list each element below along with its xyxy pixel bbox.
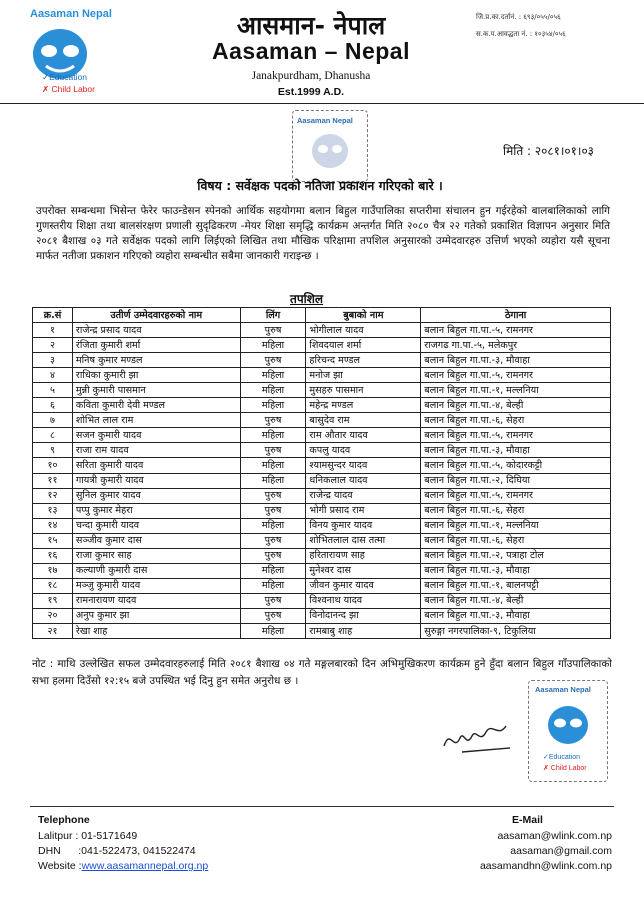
cell-address: बलान बिहुल गा.पा.-६, सेहरा <box>421 413 611 428</box>
subject-line: विषय : सर्वेक्षक पदको नतिजा प्रकाशन गरिएको बारे । <box>197 178 443 193</box>
table-row <box>33 368 611 383</box>
cell-gender: पुरुष <box>240 608 306 623</box>
cell-gender: महिला <box>240 578 306 593</box>
cell-serial: १९ <box>33 593 73 608</box>
telephone-dhanusha: DHN :041-522473, 041522474 <box>38 845 196 857</box>
cell-candidate-name: पप्पु कुमार मेहरा <box>72 503 240 518</box>
cell-gender: महिला <box>240 368 306 383</box>
cell-address: बलान बिहुल गा.पा.-५, रामनगर <box>421 428 611 443</box>
candidates-table <box>32 307 611 639</box>
cell-gender: पुरुष <box>240 593 306 608</box>
cell-gender: पुरुष <box>240 353 306 368</box>
cell-serial: १५ <box>33 533 73 548</box>
table-title: तपशिल <box>290 292 324 306</box>
column-header-serial: क्र.सं <box>33 308 73 323</box>
table-row <box>33 548 611 563</box>
cell-candidate-name: राजा राम यादव <box>72 443 240 458</box>
column-header-gender: लिंग <box>240 308 306 323</box>
organization-title-nepali: आसमान- नेपाल <box>236 11 386 40</box>
cell-candidate-name: गायत्री कुमारी यादव <box>72 473 240 488</box>
cell-address: बलान बिहुल गा.पा.-३, मौवाहा <box>421 608 611 623</box>
registration-number: जि.प्र.का.दर्तानं. : ६९३/०५५/०५६ <box>476 13 561 21</box>
cell-candidate-name: कविता कुमारी देवी मण्डल <box>72 398 240 413</box>
website-link[interactable]: www.aasamannepal.org.np <box>81 860 209 872</box>
seal-tagline-education: ✓Education <box>543 754 580 761</box>
table-row <box>33 443 611 458</box>
cell-father-name: विश्वनाथ यादव <box>306 593 421 608</box>
cell-address: बलान बिहुल गा.पा.-३, मौवाहा <box>421 563 611 578</box>
cell-father-name: विनोदानन्द झा <box>306 608 421 623</box>
organization-stamp <box>292 110 368 182</box>
table-row <box>33 578 611 593</box>
logo-tagline-child-labor: ✗ Child Labor <box>42 84 95 94</box>
cell-father-name: जीवन कुमार यादव <box>306 578 421 593</box>
cell-address: सुरुङ्गा नगरपालिका-९, टिकुलिया <box>421 623 611 638</box>
table-row <box>33 563 611 578</box>
cell-address: बलान बिहुल गा.पा.-६, सेहरा <box>421 533 611 548</box>
cell-candidate-name: राजेन्द्र प्रसाद यादव <box>72 323 240 338</box>
cell-gender: पुरुष <box>240 548 306 563</box>
cell-serial: १० <box>33 458 73 473</box>
stamp-mask-icon <box>293 111 367 181</box>
cell-gender: महिला <box>240 338 306 353</box>
email-address-3[interactable]: aasamandhn@wlink.com.np <box>479 860 612 872</box>
cell-serial: २० <box>33 608 73 623</box>
table-row <box>33 383 611 398</box>
cell-address: बलान बिहुल गा.पा.-१, मल्लनिया <box>421 518 611 533</box>
cell-address: बलान बिहुल गा.पा.-५, रामनगर <box>421 368 611 383</box>
website-line <box>38 860 208 872</box>
cell-father-name: राम औतार यादव <box>306 428 421 443</box>
cell-father-name: मुनेश्वर दास <box>306 563 421 578</box>
cell-address: राजगढ गा.पा.-५, मलेकपुर <box>421 338 611 353</box>
cell-serial: १४ <box>33 518 73 533</box>
column-header-name: उतीर्ण उम्मेदवारहरुको नाम <box>72 308 240 323</box>
cell-serial: ३ <box>33 353 73 368</box>
cell-candidate-name: राधिका कुमारी झा <box>72 368 240 383</box>
cell-serial: ५ <box>33 383 73 398</box>
cell-gender: महिला <box>240 518 306 533</box>
cell-address: बलान बिहुल गा.पा.-६, सेहरा <box>421 503 611 518</box>
established-year: Est.1999 A.D. <box>277 86 345 98</box>
cell-serial: १८ <box>33 578 73 593</box>
cell-candidate-name: चन्दा कुमारी यादव <box>72 518 240 533</box>
cell-gender: महिला <box>240 458 306 473</box>
footer-divider <box>30 806 614 807</box>
cell-candidate-name: सजन कुमारी यादव <box>72 428 240 443</box>
cell-gender: महिला <box>240 383 306 398</box>
cell-candidate-name: कल्याणी कुमारी दास <box>72 563 240 578</box>
cell-serial: १ <box>33 323 73 338</box>
table-row <box>33 338 611 353</box>
cell-father-name: हरितारायण साह <box>306 548 421 563</box>
cell-father-name: बासुदेव राम <box>306 413 421 428</box>
table-row <box>33 488 611 503</box>
cell-father-name: राजेन्द्र यादव <box>306 488 421 503</box>
cell-address: बलान बिहुल गा.पा.-३, मौवाहा <box>421 353 611 368</box>
cell-address: बलान बिहुल गा.पा.-१, मल्लनिया <box>421 383 611 398</box>
cell-serial: ४ <box>33 368 73 383</box>
cell-gender: महिला <box>240 623 306 638</box>
cell-serial: १२ <box>33 488 73 503</box>
cell-address: बलान बिहुल गा.पा.-२, दिघिया <box>421 473 611 488</box>
cell-serial: ७ <box>33 413 73 428</box>
table-header-row <box>33 308 611 323</box>
cell-father-name: भोगीलाल यादव <box>306 323 421 338</box>
cell-serial: ६ <box>33 398 73 413</box>
cell-father-name: शिवदयाल शर्मा <box>306 338 421 353</box>
cell-father-name: विनय कुमार यादव <box>306 518 421 533</box>
cell-address: बलान बिहुल गा.पा.-४, बेल्ही <box>421 398 611 413</box>
cell-gender: महिला <box>240 398 306 413</box>
table-row <box>33 593 611 608</box>
email-address-1[interactable]: aasaman@wlink.com.np <box>497 830 612 842</box>
header-divider <box>0 103 644 104</box>
cell-father-name: महेन्द्र मण्डल <box>306 398 421 413</box>
cell-gender: महिला <box>240 473 306 488</box>
handwritten-signature <box>440 708 520 760</box>
cell-candidate-name: रंजिता कुमारी शर्मा <box>72 338 240 353</box>
table-row <box>33 533 611 548</box>
organization-seal <box>528 680 608 782</box>
logo-name: Aasaman Nepal <box>30 8 112 20</box>
cell-gender: पुरुष <box>240 533 306 548</box>
cell-gender: महिला <box>240 563 306 578</box>
cell-father-name: श्यामसुन्दर यादव <box>306 458 421 473</box>
cell-candidate-name: अनुप कुमार झा <box>72 608 240 623</box>
cell-serial: २१ <box>33 623 73 638</box>
table-row <box>33 398 611 413</box>
cell-candidate-name: सञ्जीव कुमार दास <box>72 533 240 548</box>
cell-address: बलान बिहुल गा.पा.-५, कोदारकट्टी <box>421 458 611 473</box>
cell-candidate-name: रेखा शाह <box>72 623 240 638</box>
stamp-label: Aasaman Nepal <box>297 116 353 125</box>
cell-serial: १३ <box>33 503 73 518</box>
cell-father-name: रामबाबु शाह <box>306 623 421 638</box>
cell-address: बलान बिहुल गा.पा.-३, मौवाहा <box>421 443 611 458</box>
cell-serial: २ <box>33 338 73 353</box>
table-row <box>33 503 611 518</box>
cell-address: बलान बिहुल गा.पा.-१, बालनपट्टी <box>421 578 611 593</box>
cell-candidate-name: मुन्नी कुमारी पासमान <box>72 383 240 398</box>
cell-serial: १६ <box>33 548 73 563</box>
table-row <box>33 428 611 443</box>
organization-address: Janakpurdham, Dhanusha <box>251 70 371 82</box>
table-row <box>33 413 611 428</box>
cell-candidate-name: मनिष कुमार मण्डल <box>72 353 240 368</box>
cell-gender: पुरुष <box>240 323 306 338</box>
cell-gender: पुरुष <box>240 443 306 458</box>
table-row <box>33 323 611 338</box>
organization-title-english: Aasaman – Nepal <box>212 38 410 64</box>
cell-serial: ८ <box>33 428 73 443</box>
cell-candidate-name: सरिता कुमारी यादव <box>72 458 240 473</box>
column-header-address: ठेगाना <box>421 308 611 323</box>
cell-serial: १७ <box>33 563 73 578</box>
cell-candidate-name: रामनारायण यादव <box>72 593 240 608</box>
cell-father-name: भोगी प्रसाद राम <box>306 503 421 518</box>
telephone-label: Telephone <box>38 814 90 826</box>
cell-father-name: धनिकलाल यादव <box>306 473 421 488</box>
email-address-2[interactable]: aasaman@gmail.com <box>510 845 612 857</box>
cell-serial: ९ <box>33 443 73 458</box>
table-row <box>33 353 611 368</box>
note-paragraph: नोट : माथि उल्लेखित सफल उम्मेदवारहरुलाई मिति २०८१ बैशाख ०४ गते मङ्गलबारको दिन अभिमुखिकरण कार्यक्रम हुने हुँदा बलान बिहुल गाँउपालिकाको सभा हलमा दिउँसो १२:१५ बजे उपस्थित भई दिनु हुन समेत अनुरोध छ । <box>32 658 612 687</box>
website-label: Website : <box>38 860 82 872</box>
cell-father-name: मुसहरु पासमान <box>306 383 421 398</box>
body-paragraph: उपरोक्त सम्बन्धमा भिसेन्त फेरेर फाउन्डेसन स्पेनको आर्थिक सहयोगमा बलान बिहुल गाउँपालिका सप्तरीमा संचालन हुन गईरहेको बालबालिकाको लागि गुणस्तरीय शिक्षा तथा बालसंरक्षण प्रणाली सुदृढिकरण -मेयर शिक्षा समृद्धि कार्यक्रम अन्तर्गत मिति २०८० चैत्र २२ गतेको प्रकाशित विज्ञापन अनुसार मिति २०८१ बैशाख ०३ गते सर्वेक्षक पदको लागि लिईएको लिखित तथा मौखिक परिक्षामा तपशिल अनुसारको उम्मेदवारहरु उत्तिर्ण भएको व्यहोरा यसै सूचना मार्फत नतीजा प्रकाशन गरिएको व्यहोरा सम्बन्धीत सबैमा जानकारी गराइन्छ । <box>36 205 610 262</box>
cell-candidate-name: राजा कुमार साह <box>72 548 240 563</box>
table-row <box>33 473 611 488</box>
column-header-father: बुबाको नाम <box>306 308 421 323</box>
cell-gender: पुरुष <box>240 488 306 503</box>
table-row <box>33 458 611 473</box>
cell-serial: ११ <box>33 473 73 488</box>
cell-father-name: शोभितलाल दास तत्मा <box>306 533 421 548</box>
seal-label: Aasaman Nepal <box>535 685 591 694</box>
document-date: मिति : २०८१।०१।०३ <box>503 144 594 158</box>
cell-father-name: हरिचन्द मण्डल <box>306 353 421 368</box>
cell-candidate-name: मञ्जु कुमारी यादव <box>72 578 240 593</box>
logo-tagline-education: ✓Education <box>42 72 87 82</box>
cell-gender: पुरुष <box>240 413 306 428</box>
telephone-lalitpur: Lalitpur : 01-5171649 <box>38 830 138 842</box>
affiliation-number: स.क.प.आवद्धता नं. : १०३५४/०५६ <box>476 30 566 38</box>
table-row <box>33 623 611 638</box>
cell-father-name: मनोज झा <box>306 368 421 383</box>
cell-father-name: कपलु यादव <box>306 443 421 458</box>
cell-address: बलान बिहुल गा.पा.-२, पत्राहा टोल <box>421 548 611 563</box>
cell-gender: पुरुष <box>240 503 306 518</box>
table-row <box>33 608 611 623</box>
cell-candidate-name: शोभित लाल राम <box>72 413 240 428</box>
cell-candidate-name: सुनिल कुमार यादव <box>72 488 240 503</box>
cell-address: बलान बिहुल गा.पा.-४, बेल्ही <box>421 593 611 608</box>
cell-gender: महिला <box>240 428 306 443</box>
cell-address: बलान बिहुल गा.पा.-५, रामनगर <box>421 323 611 338</box>
seal-tagline-child-labor: ✗ Child Labor <box>543 765 587 772</box>
email-label: E-Mail <box>512 814 543 826</box>
table-row <box>33 518 611 533</box>
cell-address: बलान बिहुल गा.पा.-५, रामनगर <box>421 488 611 503</box>
